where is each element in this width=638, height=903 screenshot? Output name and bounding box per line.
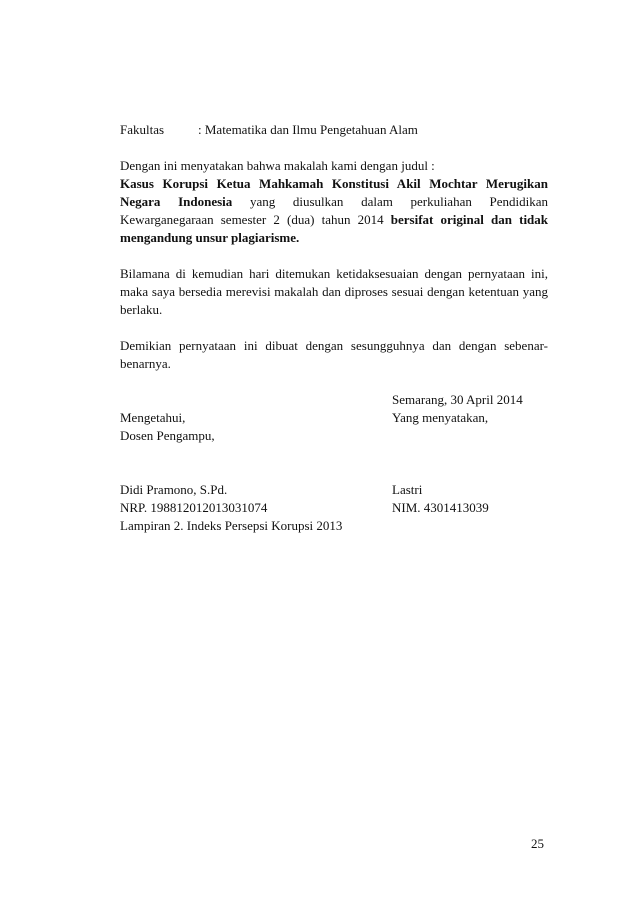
statement-line3: [120, 211, 548, 229]
acknowledged-label: Mengetahui,: [120, 410, 186, 425]
declarant-label: Yang menyatakan,: [392, 410, 489, 425]
statement-line3-start: Kewarganegaraan semester 2 (dua) tahun 2014: [120, 212, 384, 227]
student-name: Lastri: [392, 482, 423, 497]
closing-line1: Demikian pernyataan ini dibuat dengan sesungguhnya dan dengan sebenar-: [120, 338, 548, 353]
paper-title-part1: Kasus Korupsi Ketua Mahkamah Konstitusi Akil Mochtar Merugikan: [120, 176, 548, 191]
statement-line3-bold: bersifat original dan tidak: [390, 212, 549, 227]
place-date: Semarang, 30 April 2014: [392, 392, 523, 407]
statement-line4-bold: mengandung unsur plagiarisme.: [120, 230, 300, 245]
document-body: [120, 121, 548, 535]
signature-block: [120, 391, 548, 517]
revision-line1: Bilamana di kemudian hari ditemukan ketidaksesuaian dengan pernyataan ini,: [120, 266, 548, 281]
revision-paragraph: [120, 265, 548, 319]
revision-line2: maka saya bersedia merevisi makalah dan diproses sesuai dengan ketentuan yang: [120, 284, 548, 299]
closing-line2: benarnya.: [120, 356, 171, 371]
faculty-row: [120, 121, 548, 139]
lecturer-label: Dosen Pengampu,: [120, 428, 215, 443]
statement-title-line1: [120, 175, 548, 193]
statement-line2: [120, 193, 548, 211]
lecturer-name: Didi Pramono, S.Pd.: [120, 482, 228, 497]
faculty-value: : Matematika dan Ilmu Pengetahuan Alam: [198, 122, 418, 137]
statement-intro: Dengan ini menyatakan bahwa makalah kami dengan judul :: [120, 158, 435, 173]
lecturer-id: NRP. 198812012013031074: [120, 500, 268, 515]
statement-line2-rest: yang diusulkan dalam perkuliahan Pendidikan: [249, 194, 548, 209]
faculty-label: Fakultas: [120, 122, 165, 137]
appendix-caption: Lampiran 2. Indeks Persepsi Korupsi 2013: [120, 518, 343, 533]
page-number: 25: [531, 836, 544, 851]
student-id: NIM. 4301413039: [392, 500, 489, 515]
revision-line3: berlaku.: [120, 302, 163, 317]
paper-title-part2: Negara Indonesia: [120, 194, 233, 209]
statement-paragraph: [120, 157, 548, 247]
closing-paragraph: [120, 337, 548, 373]
statement-line4: [120, 229, 548, 247]
